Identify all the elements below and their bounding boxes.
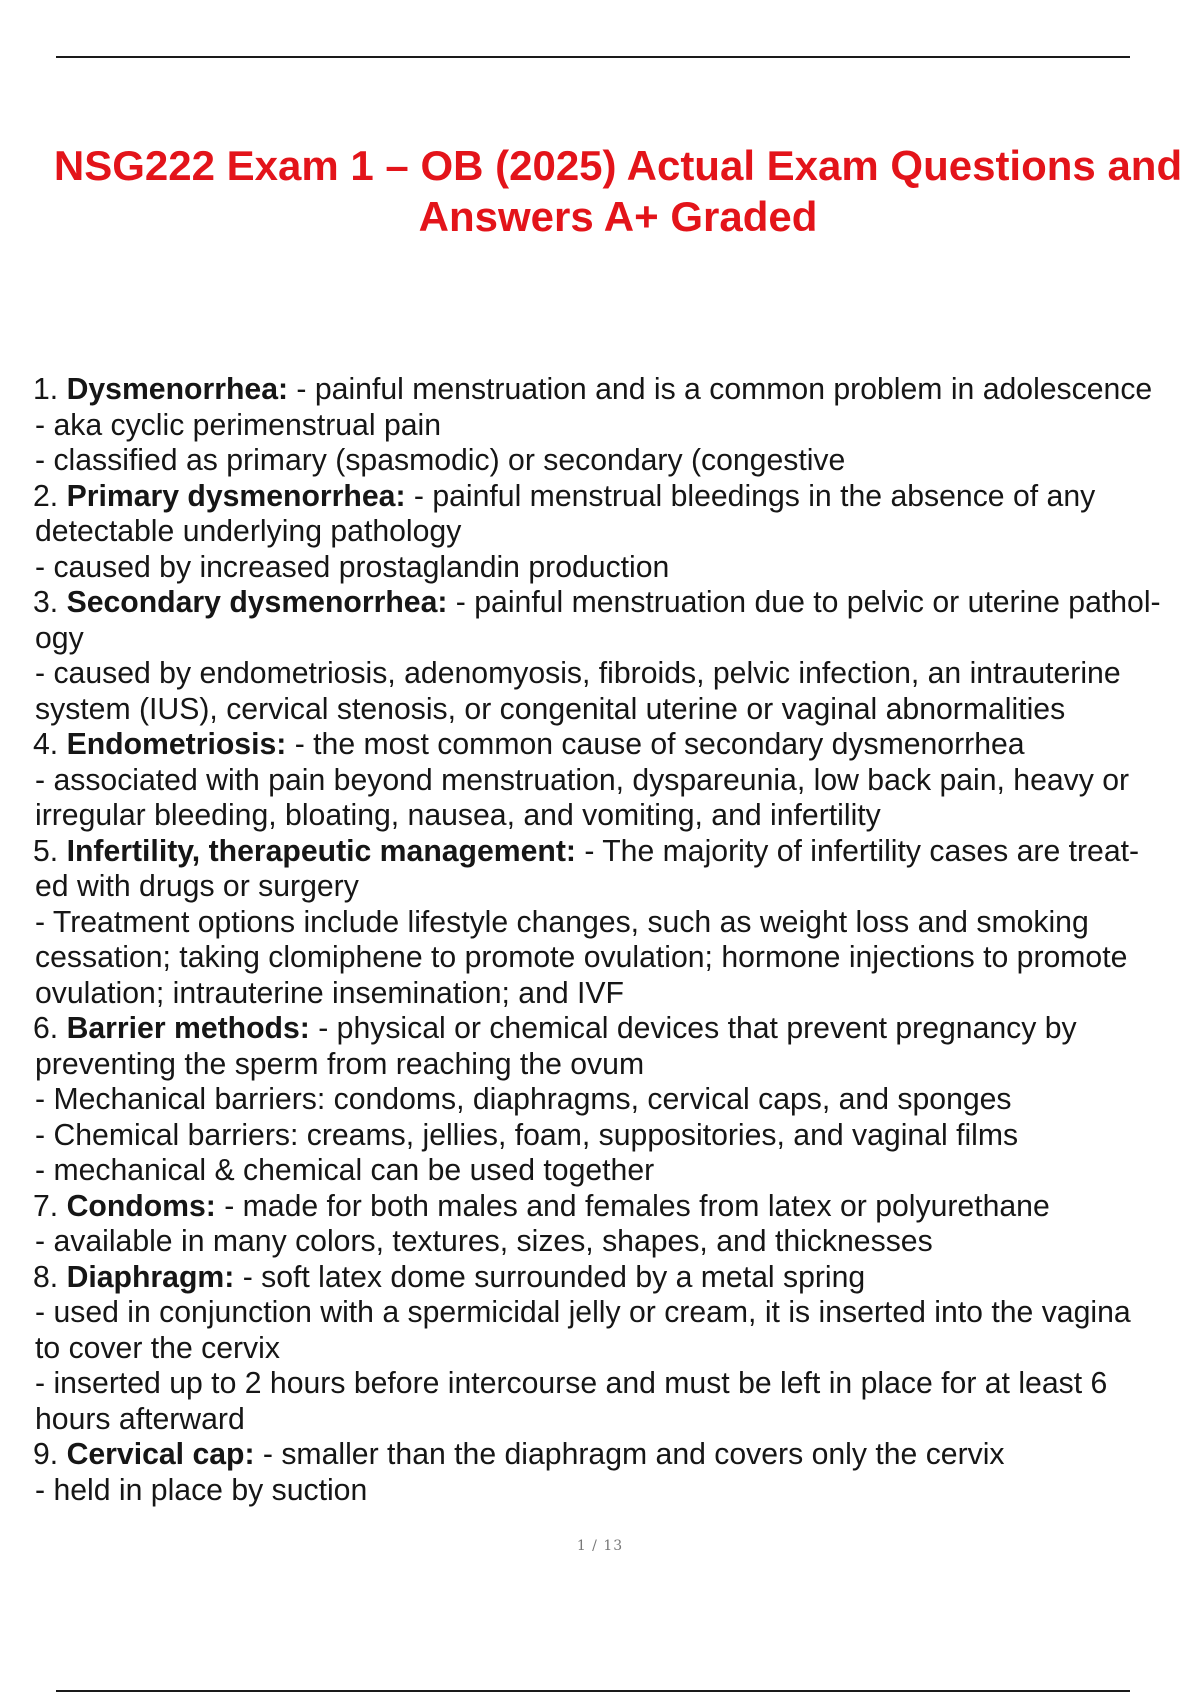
entry-definition: - painful menstruation due to pelvic or uterine pathol-: [447, 586, 1161, 619]
qa-list: [33, 372, 1193, 1508]
entry-first-line: [33, 479, 1193, 515]
entry-definition: - the most common cause of secondary dysmenorrhea: [286, 728, 1025, 761]
entry-term: Secondary dysmenorrhea:: [66, 586, 448, 619]
entry-number: 8.: [33, 1260, 59, 1294]
entry-detail-line: detectable underlying pathology: [35, 515, 462, 548]
entry-detail-line: system (IUS), cervical stenosis, or congenital uterine or vaginal abnormalities: [35, 692, 1066, 726]
title-line-2: Answers A+ Graded: [418, 193, 818, 241]
entry-detail-line: to cover the cervix: [35, 1331, 280, 1365]
title-line-1: NSG222 Exam 1 – OB (2025) Actual Exam Questions and: [53, 142, 1183, 190]
entry-first-line: [33, 372, 1193, 408]
entry-term: Barrier methods:: [66, 1012, 310, 1045]
entry-detail-line: - caused by endometriosis, adenomyosis, fibroids, pelvic infection, an intrauterine: [35, 657, 1121, 690]
entry-definition: - made for both males and females from latex or polyurethane: [215, 1189, 1050, 1223]
entry-detail-line: - associated with pain beyond menstruation, dyspareunia, low back pain, heavy or: [35, 763, 1130, 797]
entry-detail-line: - Chemical barriers: creams, jellies, foam, suppositories, and vaginal films: [35, 1118, 1019, 1152]
entry-definition: - The majority of infertility cases are treat-: [575, 834, 1140, 868]
entry-detail-line: - classified as primary (spasmodic) or secondary (congestive: [35, 444, 846, 477]
entry-number: 2.: [33, 479, 59, 513]
entry-first-line: [33, 585, 1193, 621]
entry-term: Infertility, therapeutic management:: [66, 834, 576, 868]
entry-detail-line: ovulation; intrauterine insemination; and IVF: [35, 976, 624, 1010]
entry-term: Primary dysmenorrhea:: [66, 479, 406, 513]
entry-first-line: [33, 1437, 1193, 1473]
entry-detail-line: - available in many colors, textures, sizes, shapes, and thicknesses: [35, 1225, 933, 1258]
entry-first-line: [33, 1189, 1193, 1225]
entry-number: 1.: [33, 373, 59, 406]
entry-detail-line: - Treatment options include lifestyle changes, such as weight loss and smoking: [35, 905, 1089, 939]
entry-detail-line: - mechanical & chemical can be used together: [35, 1154, 655, 1187]
entry-term: Condoms:: [66, 1189, 216, 1223]
entry-definition: - smaller than the diaphragm and covers only the cervix: [254, 1438, 1005, 1471]
entry-detail-line: - inserted up to 2 hours before intercourse and must be left in place for at least 6: [35, 1367, 1108, 1400]
entry-term: Cervical cap:: [66, 1438, 255, 1471]
bottom-rule: [56, 1690, 1130, 1692]
entry-definition: - soft latex dome surrounded by a metal spring: [234, 1260, 866, 1294]
entry-detail-line: - held in place by suction: [35, 1473, 368, 1507]
entry-number: 9.: [33, 1438, 59, 1471]
entry-first-line: [33, 834, 1193, 870]
entry-first-line: [33, 1011, 1193, 1047]
entry-definition: - physical or chemical devices that prevent pregnancy by: [309, 1012, 1077, 1045]
entry-detail-line: cessation; taking clomiphene to promote ovulation; hormone injections to promote: [35, 941, 1128, 974]
entry-detail-line: preventing the sperm from reaching the ovum: [35, 1047, 645, 1081]
entry-number: 4.: [33, 728, 59, 761]
entry-term: Dysmenorrhea:: [66, 373, 289, 406]
entry-number: 6.: [33, 1012, 59, 1045]
entry-detail-line: irregular bleeding, bloating, nausea, and vomiting, and infertility: [35, 799, 881, 832]
entry-number: 5.: [33, 834, 59, 868]
top-rule: [56, 56, 1130, 58]
entry-number: 7.: [33, 1189, 59, 1223]
entry-detail-line: - caused by increased prostaglandin production: [35, 550, 670, 584]
document-title: [18, 140, 1200, 242]
entry-number: 3.: [33, 586, 59, 619]
entry-definition: - painful menstrual bleedings in the absence of any: [405, 479, 1096, 513]
entry-first-line: [33, 727, 1193, 763]
entry-detail-line: - aka cyclic perimenstrual pain: [35, 408, 442, 442]
page-indicator: 1 / 13: [576, 1538, 624, 1554]
entry-detail-line: hours afterward: [35, 1402, 245, 1436]
entry-detail-line: ed with drugs or surgery: [35, 870, 359, 903]
entry-term: Endometriosis:: [66, 728, 287, 761]
entry-first-line: [33, 1260, 1193, 1296]
entry-detail-line: - Mechanical barriers: condoms, diaphragms, cervical caps, and sponges: [35, 1083, 1012, 1116]
entry-definition: - painful menstruation and is a common problem in adolescence: [288, 373, 1153, 406]
entry-detail-line: ogy: [35, 621, 84, 655]
entry-term: Diaphragm:: [66, 1260, 235, 1294]
entry-detail-line: - used in conjunction with a spermicidal jelly or cream, it is inserted into the vagina: [35, 1296, 1131, 1329]
